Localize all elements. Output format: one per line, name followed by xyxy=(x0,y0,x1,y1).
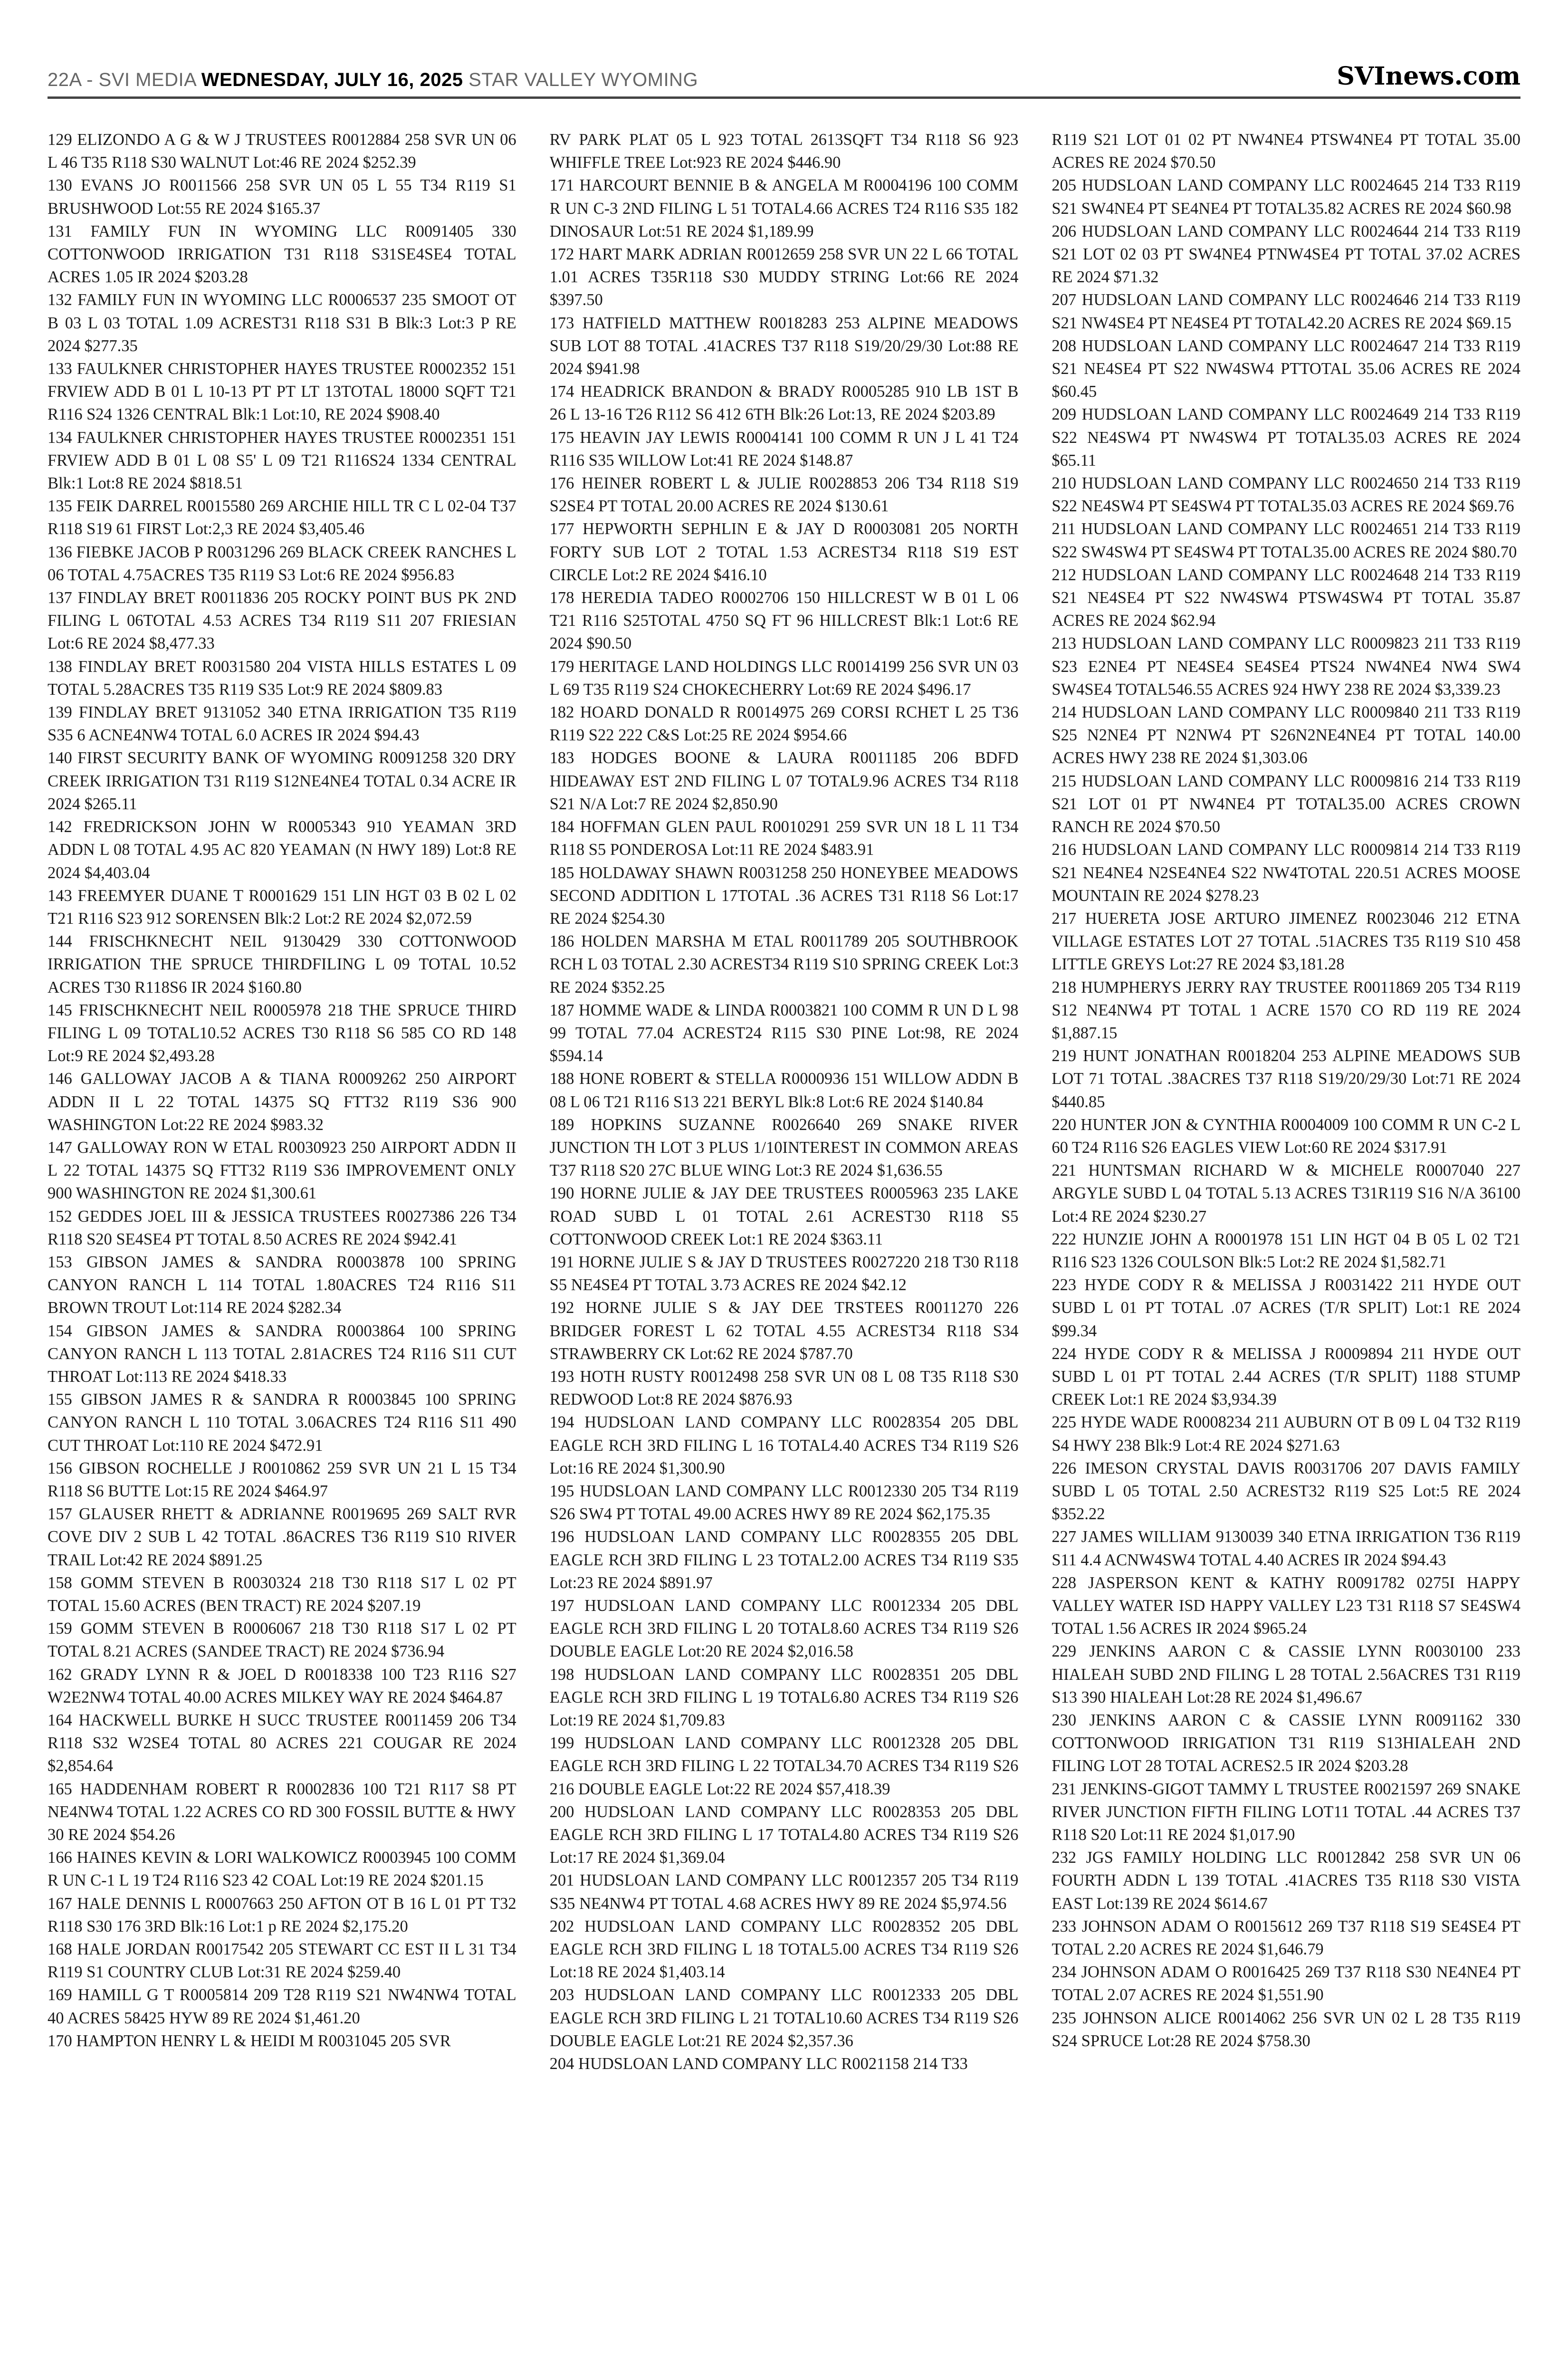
tax-listing-entry: 130 EVANS JO R0011566 258 SVR UN 05 L 55 T34 R119 S1 BRUSHWOOD Lot:55 RE 2024 $165.37 xyxy=(48,176,516,218)
header-info xyxy=(48,69,698,91)
tax-listing-entry: 221 HUNTSMAN RICHARD W & MICHELE R0007040 227 ARGYLE SUBD L 04 TOTAL 5.13 ACRES T31R119 S16 N/A 36100 Lot:4 RE 2024 $230.27 xyxy=(1052,1161,1520,1226)
tax-listing-entry: 235 JOHNSON ALICE R0014062 256 SVR UN 02 L 28 T35 R119 S24 SPRUCE Lot:28 RE 2024 $758.30 xyxy=(1052,2009,1520,2050)
tax-listing-entry: 234 JOHNSON ADAM O R0016425 269 T37 R118 S30 NE4NE4 PT TOTAL 2.07 ACRES RE 2024 $1,551.90 xyxy=(1052,1963,1520,2004)
tax-listing-entry: 188 HONE ROBERT & STELLA R0000936 151 WILLOW ADDN B 08 L 06 T21 R116 S13 221 BERYL Blk:8 Lot:6 RE 2024 $140.84 xyxy=(549,1070,1019,1111)
tax-listing-entry: 207 HUDSLOAN LAND COMPANY LLC R0024646 214 T33 R119 S21 NW4SE4 PT NE4SE4 PT TOTAL42.20 ACRES RE 2024 $69.15 xyxy=(1052,291,1520,332)
tax-listing-entry: 176 HEINER ROBERT L & JULIE R0028853 206 T34 R118 S19 S2SE4 PT TOTAL 20.00 ACRES RE 2024 $130.61 xyxy=(549,474,1019,516)
tax-listing-entry: 224 HYDE CODY R & MELISSA J R0009894 211 HYDE OUT SUBD L 01 PT TOTAL 2.44 ACRES (T/R SPLIT) 1188 STUMP CREEK Lot:1 RE 2024 $3,934.39 xyxy=(1052,1344,1520,1409)
tax-listing-entry: 187 HOMME WADE & LINDA R0003821 100 COMM R UN D L 98 99 TOTAL 77.04 ACREST24 R115 S30 PINE Lot:98, RE 2024 $594.14 xyxy=(549,1001,1019,1065)
legal-notice-columns xyxy=(48,128,1520,2376)
tax-listing-entry: 220 HUNTER JON & CYNTHIA R0004009 100 COMM R UN C-2 L 60 T24 R116 S26 EAGLES VIEW Lot:60 RE 2024 $317.91 xyxy=(1052,1115,1520,1157)
tax-listing-entry: 192 HORNE JULIE S & JAY DEE TRSTEES R0011270 226 BRIDGER FOREST L 62 TOTAL 4.55 ACREST34 R118 S34 STRAWBERRY CK Lot:62 RE 2024 $787.70 xyxy=(549,1299,1019,1363)
tax-listing-entry: 223 HYDE CODY R & MELISSA J R0031422 211 HYDE OUT SUBD L 01 PT TOTAL .07 ACRES (T/R SPLIT) Lot:1 RE 2024 $99.34 xyxy=(1052,1276,1520,1340)
site-name: SVInews.com xyxy=(1337,62,1520,91)
tax-listing-entry: 208 HUDSLOAN LAND COMPANY LLC R0024647 214 T33 R119 S21 NE4SE4 PT S22 NW4SW4 PTTOTAL 35.06 ACRES RE 2024 $60.45 xyxy=(1052,336,1520,401)
tax-listing-entry: 195 HUDSLOAN LAND COMPANY LLC R0012330 205 T34 R119 S26 SW4 PT TOTAL 49.00 ACRES HWY 89 RE 2024 $62,175.35 xyxy=(549,1482,1019,1523)
tax-listing-entry: 232 JGS FAMILY HOLDING LLC R0012842 258 SVR UN 06 FOURTH ADDN L 139 TOTAL .41ACRES T35 R118 S30 VISTA EAST Lot:139 RE 2024 $614.67 xyxy=(1052,1849,1520,1913)
tax-listing-entry: 194 HUDSLOAN LAND COMPANY LLC R0028354 205 DBL EAGLE RCH 3RD FILING L 16 TOTAL4.40 ACRES T34 R119 S26 Lot:16 RE 2024 $1,300.90 xyxy=(549,1413,1019,1477)
tax-listing-entry: 191 HORNE JULIE S & JAY D TRUSTEES R0027220 218 T30 R118 S5 NE4SE4 PT TOTAL 3.73 ACRES RE 2024 $42.12 xyxy=(549,1253,1019,1294)
page-label: 22A - SVI MEDIA xyxy=(48,69,201,90)
tax-listing-entry: 226 IMESON CRYSTAL DAVIS R0031706 207 DAVIS FAMILY SUBD L 05 TOTAL 2.50 ACREST32 R119 S25 Lot:5 RE 2024 $352.22 xyxy=(1052,1459,1520,1523)
tax-listing-entry: 204 HUDSLOAN LAND COMPANY LLC R0021158 214 T33 xyxy=(549,2055,968,2073)
tax-listing-entry: 155 GIBSON JAMES R & SANDRA R R0003845 100 SPRING CANYON RANCH L 110 TOTAL 3.06ACRES T24 R116 S11 490 CUT THROAT Lot:110 RE 2024 $472.91 xyxy=(48,1390,516,1455)
tax-listing-entry: 154 GIBSON JAMES & SANDRA R0003864 100 SPRING CANYON RANCH L 113 TOTAL 2.81ACRES T24 R116 S11 CUT THROAT Lot:113 RE 2024 $418.33 xyxy=(48,1322,516,1386)
tax-listing-entry: 200 HUDSLOAN LAND COMPANY LLC R0028353 205 DBL EAGLE RCH 3RD FILING L 17 TOTAL4.80 ACRES T34 R119 S26 Lot:17 RE 2024 $1,369.04 xyxy=(549,1802,1019,1867)
tax-listing-entry: 133 FAULKNER CHRISTOPHER HAYES TRUSTEE R0002352 151 FRVIEW ADD B 01 L 10-13 PT PT LT 13TOTAL 18000 SQFT T21 R116 S24 1326 CENTRAL Blk:1 Lot:10, RE 2024 $908.40 xyxy=(48,360,516,424)
tax-listing-entry: 135 FEIK DARREL R0015580 269 ARCHIE HILL TR C L 02-04 T37 R118 S19 61 FIRST Lot:2,3 RE 2024 $3,405.46 xyxy=(48,497,516,538)
tax-listing-entry: 205 HUDSLOAN LAND COMPANY LLC R0024645 214 T33 R119 S21 SW4NE4 PT SE4NE4 PT TOTAL35.82 ACRES RE 2024 $60.98 xyxy=(1052,176,1520,218)
publication-location: STAR VALLEY WYOMING xyxy=(463,69,698,90)
tax-listing-entry: 233 JOHNSON ADAM O R0015612 269 T37 R118 S19 SE4SE4 PT TOTAL 2.20 ACRES RE 2024 $1,646.79 xyxy=(1052,1917,1520,1959)
tax-listing-entry: 214 HUDSLOAN LAND COMPANY LLC R0009840 211 T33 R119 S25 N2NE4 PT N2NW4 PT S26N2NE4NE4 PT TOTAL 140.00 ACRES HWY 238 RE 2024 $1,303.06 xyxy=(1052,703,1520,767)
tax-listing-entry: 153 GIBSON JAMES & SANDRA R0003878 100 SPRING CANYON RANCH L 114 TOTAL 1.80ACRES T24 R116 S11 BROWN TROUT Lot:114 RE 2024 $282.34 xyxy=(48,1253,516,1317)
tax-listing-entry: 186 HOLDEN MARSHA M ETAL R0011789 205 SOUTHBROOK RCH L 03 TOTAL 2.30 ACREST34 R119 S10 SPRING CREEK Lot:3 RE 2024 $352.25 xyxy=(549,932,1019,996)
column-1 xyxy=(48,128,516,2376)
tax-listing-entry: 190 HORNE JULIE & JAY DEE TRUSTEES R0005963 235 LAKE ROAD SUBD L 01 TOTAL 2.61 ACREST30 R118 S5 COTTONWOOD CREEK Lot:1 RE 2024 $363.11 xyxy=(549,1184,1019,1248)
tax-listing-entry: 210 HUDSLOAN LAND COMPANY LLC R0024650 214 T33 R119 S22 NE4SW4 PT SE4SW4 PT TOTAL35.03 ACRES RE 2024 $69.76 xyxy=(1052,474,1520,516)
tax-listing-entry: 227 JAMES WILLIAM 9130039 340 ETNA IRRIGATION T36 R119 S11 4.4 ACNW4SW4 TOTAL 4.40 ACRES IR 2024 $94.43 xyxy=(1052,1528,1520,1569)
tax-listing-entry: 177 HEPWORTH SEPHLIN E & JAY D R0003081 205 NORTH FORTY SUB LOT 2 TOTAL 1.53 ACREST34 R118 S19 EST CIRCLE Lot:2 RE 2024 $416.10 xyxy=(549,520,1019,584)
tax-listing-entry: 170 HAMPTON HENRY L & HEIDI M R0031045 205 SVR xyxy=(48,2031,451,2050)
tax-listing-entry: 146 GALLOWAY JACOB A & TIANA R0009262 250 AIRPORT ADDN II L 22 TOTAL 14375 SQ FTT32 R119 S36 900 WASHINGTON Lot:22 RE 2024 $983.32 xyxy=(48,1070,516,1134)
tax-listing-entry: 189 HOPKINS SUZANNE R0026640 269 SNAKE RIVER JUNCTION TH LOT 3 PLUS 1/10INTEREST IN COMMON AREAS T37 R118 S20 27C BLUE WING Lot:3 RE 2024 $1,636.55 xyxy=(549,1115,1019,1180)
tax-listing-entry: 144 FRISCHKNECHT NEIL 9130429 330 COTTONWOOD IRRIGATION THE SPRUCE THIRDFILING L 09 TOTAL 10.52 ACRES T30 R118S6 IR 2024 $160.80 xyxy=(48,932,516,996)
column-2 xyxy=(550,128,1019,2376)
tax-listing-entry: 165 HADDENHAM ROBERT R R0002836 100 T21 R117 S8 PT NE4NW4 TOTAL 1.22 ACRES CO RD 300 FOSSIL BUTTE & HWY 30 RE 2024 $54.26 xyxy=(48,1780,516,1844)
tax-listing-entry: 157 GLAUSER RHETT & ADRIANNE R0019695 269 SALT RVR COVE DIV 2 SUB L 42 TOTAL .86ACRES T36 R119 S10 RIVER TRAIL Lot:42 RE 2024 $891.25 xyxy=(48,1505,516,1569)
tax-listing-entry: 178 HEREDIA TADEO R0002706 150 HILLCREST W B 01 L 06 T21 R116 S25TOTAL 4750 SQ FT 96 HILLCREST Blk:1 Lot:6 RE 2024 $90.50 xyxy=(549,589,1019,653)
tax-listing-entry: 201 HUDSLOAN LAND COMPANY LLC R0012357 205 T34 R119 S35 NE4NW4 PT TOTAL 4.68 ACRES HWY 89 RE 2024 $5,974.56 xyxy=(549,1871,1019,1913)
tax-listing-entry: 230 JENKINS AARON C & CASSIE LYNN R0091162 330 COTTONWOOD IRRIGATION T31 R119 S13HIALEAH 2ND FILING LOT 28 TOTAL ACRES2.5 IR 2024 $203.28 xyxy=(1052,1711,1520,1775)
tax-listing-entry: 203 HUDSLOAN LAND COMPANY LLC R0012333 205 DBL EAGLE RCH 3RD FILING L 21 TOTAL10.60 ACRES T34 R119 S26 DOUBLE EAGLE Lot:21 RE 2024 $2,357.36 xyxy=(549,1986,1019,2050)
tax-listing-entry: 184 HOFFMAN GLEN PAUL R0010291 259 SVR UN 18 L 11 T34 R118 S5 PONDEROSA Lot:11 RE 2024 $483.91 xyxy=(549,818,1019,859)
tax-listing-entry: 152 GEDDES JOEL III & JESSICA TRUSTEES R0027386 226 T34 R118 S20 SE4SE4 PT TOTAL 8.50 ACRES RE 2024 $942.41 xyxy=(48,1207,516,1248)
tax-listing-entry: 218 HUMPHERYS JERRY RAY TRUSTEE R0011869 205 T34 R119 S12 NE4NW4 PT TOTAL 1 ACRE 1570 CO RD 119 RE 2024 $1,887.15 xyxy=(1052,978,1520,1042)
tax-listing-entry: 168 HALE JORDAN R0017542 205 STEWART CC EST II L 31 T34 R119 S1 COUNTRY CLUB Lot:31 RE 2024 $259.40 xyxy=(48,1940,516,1982)
tax-listing-entry: 172 HART MARK ADRIAN R0012659 258 SVR UN 22 L 66 TOTAL 1.01 ACRES T35R118 S30 MUDDY STRING Lot:66 RE 2024 $397.50 xyxy=(549,245,1019,309)
tax-listing-entry: 228 JASPERSON KENT & KATHY R0091782 0275I HAPPY VALLEY WATER ISD HAPPY VALLEY L23 T31 R118 S7 SE4SW4 TOTAL 1.56 ACRES IR 2024 $965.24 xyxy=(1052,1573,1520,1638)
tax-listing-entry: 182 HOARD DONALD R R0014975 269 CORSI RCHET L 25 T36 R119 S22 222 C&S Lot:25 RE 2024 $954.66 xyxy=(549,703,1019,745)
tax-listing-entry: RV PARK PLAT 05 L 923 TOTAL 2613SQFT T34 R118 S6 923 WHIFFLE TREE Lot:923 RE 2024 $446.90 xyxy=(549,131,1019,172)
tax-listing-entry: 185 HOLDAWAY SHAWN R0031258 250 HONEYBEE MEADOWS SECOND ADDITION L 17TOTAL .36 ACRES T31 R118 S6 Lot:17 RE 2024 $254.30 xyxy=(549,863,1019,928)
tax-listing-entry: 140 FIRST SECURITY BANK OF WYOMING R0091258 320 DRY CREEK IRRIGATION T31 R119 S12NE4NE4 TOTAL 0.34 ACRE IR 2024 $265.11 xyxy=(48,749,516,813)
tax-listing-entry: 136 FIEBKE JACOB P R0031296 269 BLACK CREEK RANCHES L 06 TOTAL 4.75ACRES T35 R119 S3 Lot:6 RE 2024 $956.83 xyxy=(48,543,516,584)
tax-listing-entry: 229 JENKINS AARON C & CASSIE LYNN R0030100 233 HIALEAH SUBD 2ND FILING L 28 TOTAL 2.56ACRES T31 R119 S13 390 HIALEAH Lot:28 RE 2024 $1,496.67 xyxy=(1052,1642,1520,1706)
tax-listing-entry: 131 FAMILY FUN IN WYOMING LLC R0091405 330 COTTONWOOD IRRIGATION T31 R118 S31SE4SE4 TOTAL ACRES 1.05 IR 2024 $203.28 xyxy=(48,222,516,287)
tax-listing-entry: 142 FREDRICKSON JOHN W R0005343 910 YEAMAN 3RD ADDN L 08 TOTAL 4.95 AC 820 YEAMAN (N HWY 189) Lot:8 RE 2024 $4,403.04 xyxy=(48,818,516,882)
tax-listing-entry: 174 HEADRICK BRANDON & BRADY R0005285 910 LB 1ST B 26 L 13-16 T26 R112 S6 412 6TH Blk:26 Lot:13, RE 2024 $203.89 xyxy=(549,383,1019,424)
tax-listing-entry: 197 HUDSLOAN LAND COMPANY LLC R0012334 205 DBL EAGLE RCH 3RD FILING L 20 TOTAL8.60 ACRES T34 R119 S26 DOUBLE EAGLE Lot:20 RE 2024 $2,016.58 xyxy=(549,1597,1019,1661)
tax-listing-entry: 231 JENKINS-GIGOT TAMMY L TRUSTEE R0021597 269 SNAKE RIVER JUNCTION FIFTH FILING LOT11 TOTAL .44 ACRES T37 R118 S20 Lot:11 RE 2024 $1,017.90 xyxy=(1052,1780,1520,1844)
tax-listing-entry: 193 HOTH RUSTY R0012498 258 SVR UN 08 L 08 T35 R118 S30 REDWOOD Lot:8 RE 2024 $876.93 xyxy=(549,1367,1019,1409)
tax-listing-entry: 212 HUDSLOAN LAND COMPANY LLC R0024648 214 T33 R119 S21 NE4SE4 PT S22 NW4SW4 PTSW4SW4 PT TOTAL 35.87 ACRES RE 2024 $62.94 xyxy=(1052,565,1520,630)
tax-listing-entry: 167 HALE DENNIS L R0007663 250 AFTON OT B 16 L 01 PT T32 R118 S30 176 3RD Blk:16 Lot:1 p RE 2024 $2,175.20 xyxy=(48,1894,516,1935)
tax-listing-entry: 211 HUDSLOAN LAND COMPANY LLC R0024651 214 T33 R119 S22 SW4SW4 PT SE4SW4 PT TOTAL35.00 ACRES RE 2024 $80.70 xyxy=(1052,520,1520,561)
tax-listing-entry: 159 GOMM STEVEN B R0006067 218 T30 R118 S17 L 02 PT TOTAL 8.21 ACRES (SANDEE TRACT) RE 2024 $736.94 xyxy=(48,1619,516,1661)
tax-listing-entry: 196 HUDSLOAN LAND COMPANY LLC R0028355 205 DBL EAGLE RCH 3RD FILING L 23 TOTAL2.00 ACRES T34 R119 S35 Lot:23 RE 2024 $891.97 xyxy=(549,1528,1019,1592)
tax-listing-entry: 169 HAMILL G T R0005814 209 T28 R119 S21 NW4NW4 TOTAL 40 ACRES 58425 HYW 89 RE 2024 $1,461.20 xyxy=(48,1986,516,2027)
tax-listing-entry: 143 FREEMYER DUANE T R0001629 151 LIN HGT 03 B 02 L 02 T21 R116 S23 912 SORENSEN Blk:2 Lot:2 RE 2024 $2,072.59 xyxy=(48,886,516,928)
issue-date: WEDNESDAY, JULY 16, 2025 xyxy=(201,69,463,90)
tax-listing-entry: 156 GIBSON ROCHELLE J R0010862 259 SVR UN 21 L 15 T34 R118 S6 BUTTE Lot:15 RE 2024 $464.97 xyxy=(48,1459,516,1500)
tax-listing-entry: 209 HUDSLOAN LAND COMPANY LLC R0024649 214 T33 R119 S22 NE4SW4 PT NW4SW4 PT TOTAL35.03 ACRES RE 2024 $65.11 xyxy=(1052,405,1520,469)
tax-listing-entry: 139 FINDLAY BRET 9131052 340 ETNA IRRIGATION T35 R119 S35 6 ACNE4NW4 TOTAL 6.0 ACRES IR 2024 $94.43 xyxy=(48,703,516,745)
tax-listing-entry: 175 HEAVIN JAY LEWIS R0004141 100 COMM R UN J L 41 T24 R116 S35 WILLOW Lot:41 RE 2024 $148.87 xyxy=(549,428,1019,469)
tax-listing-entry: 129 ELIZONDO A G & W J TRUSTEES R0012884 258 SVR UN 06 L 46 T35 R118 S30 WALNUT Lot:46 RE 2024 $252.39 xyxy=(48,131,516,172)
tax-listing-entry: 216 HUDSLOAN LAND COMPANY LLC R0009814 214 T33 R119 S21 NE4NE4 N2SE4NE4 S22 NW4TOTAL 220.51 ACRES MOOSE MOUNTAIN RE 2024 $278.23 xyxy=(1052,841,1520,905)
column-3 xyxy=(1052,128,1520,2376)
tax-listing-entry: 158 GOMM STEVEN B R0030324 218 T30 R118 S17 L 02 PT TOTAL 15.60 ACRES (BEN TRACT) RE 2024 $207.19 xyxy=(48,1573,516,1615)
page-header xyxy=(48,62,1520,99)
tax-listing-entry: 202 HUDSLOAN LAND COMPANY LLC R0028352 205 DBL EAGLE RCH 3RD FILING L 18 TOTAL5.00 ACRES T34 R119 S26 Lot:18 RE 2024 $1,403.14 xyxy=(549,1917,1019,1982)
tax-listing-entry: 147 GALLOWAY RON W ETAL R0030923 250 AIRPORT ADDN II L 22 TOTAL 14375 SQ FTT32 R119 S36 IMPROVEMENT ONLY 900 WASHINGTON RE 2024 $1,300.61 xyxy=(48,1138,516,1203)
tax-listing-entry: 225 HYDE WADE R0008234 211 AUBURN OT B 09 L 04 T32 R119 S4 HWY 238 Blk:9 Lot:4 RE 2024 $271.63 xyxy=(1052,1413,1520,1455)
tax-listing-entry: 217 HUERETA JOSE ARTURO JIMENEZ R0023046 212 ETNA VILLAGE ESTATES LOT 27 TOTAL .51ACRES T35 R119 S10 458 LITTLE GREYS Lot:27 RE 2024 $3,181.28 xyxy=(1052,909,1520,974)
tax-listing-entry: 138 FINDLAY BRET R0031580 204 VISTA HILLS ESTATES L 09 TOTAL 5.28ACRES T35 R119 S35 Lot:9 RE 2024 $809.83 xyxy=(48,657,516,699)
tax-listing-entry: 145 FRISCHKNECHT NEIL R0005978 218 THE SPRUCE THIRD FILING L 09 TOTAL10.52 ACRES T30 R118 S6 585 CO RD 148 Lot:9 RE 2024 $2,493.28 xyxy=(48,1001,516,1065)
tax-listing-entry: 179 HERITAGE LAND HOLDINGS LLC R0014199 256 SVR UN 03 L 69 T35 R119 S24 CHOKECHERRY Lot:69 RE 2024 $496.17 xyxy=(549,657,1019,699)
tax-listing-entry: 166 HAINES KEVIN & LORI WALKOWICZ R0003945 100 COMM R UN C-1 L 19 T24 R116 S23 42 COAL Lot:19 RE 2024 $201.15 xyxy=(48,1849,516,1890)
tax-listing-entry: 219 HUNT JONATHAN R0018204 253 ALPINE MEADOWS SUB LOT 71 TOTAL .38ACRES T37 R118 S19/20/29/30 Lot:71 RE 2024 $440.85 xyxy=(1052,1047,1520,1111)
tax-listing-entry: 215 HUDSLOAN LAND COMPANY LLC R0009816 214 T33 R119 S21 LOT 01 PT NW4NE4 PT TOTAL35.00 ACRES CROWN RANCH RE 2024 $70.50 xyxy=(1052,772,1520,836)
tax-listing-entry: 137 FINDLAY BRET R0011836 205 ROCKY POINT BUS PK 2ND FILING L 06TOTAL 4.53 ACRES T34 R119 S11 207 FRIESIAN Lot:6 RE 2024 $8,477.33 xyxy=(48,589,516,653)
tax-listing-entry: 222 HUNZIE JOHN A R0001978 151 LIN HGT 04 B 05 L 02 T21 R116 S23 1326 COULSON Blk:5 Lot:2 RE 2024 $1,582.71 xyxy=(1052,1230,1520,1271)
tax-listing-entry: 162 GRADY LYNN R & JOEL D R0018338 100 T23 R116 S27 W2E2NW4 TOTAL 40.00 ACRES MILKEY WAY RE 2024 $464.87 xyxy=(48,1665,516,1706)
tax-listing-entry: 206 HUDSLOAN LAND COMPANY LLC R0024644 214 T33 R119 S21 LOT 02 03 PT SW4NE4 PTNW4SE4 PT TOTAL 37.02 ACRES RE 2024 $71.32 xyxy=(1052,222,1520,287)
tax-listing-entry: 183 HODGES BOONE & LAURA R0011185 206 BDFD HIDEAWAY EST 2ND FILING L 07 TOTAL9.96 ACRES T34 R118 S21 N/A Lot:7 RE 2024 $2,850.90 xyxy=(549,749,1019,813)
tax-listing-entry: 213 HUDSLOAN LAND COMPANY LLC R0009823 211 T33 R119 S23 E2NE4 PT NE4SE4 SE4SE4 PTS24 NW4NE4 NW4 SW4 SW4SE4 TOTAL546.55 ACRES 924 HWY 238 RE 2024 $3,339.23 xyxy=(1052,634,1520,699)
tax-listing-entry: 173 HATFIELD MATTHEW R0018283 253 ALPINE MEADOWS SUB LOT 88 TOTAL .41ACRES T37 R118 S19/20/29/30 Lot:88 RE 2024 $941.98 xyxy=(549,314,1019,378)
tax-listing-entry: 164 HACKWELL BURKE H SUCC TRUSTEE R0011459 206 T34 R118 S32 W2SE4 TOTAL 80 ACRES 221 COUGAR RE 2024 $2,854.64 xyxy=(48,1711,516,1775)
tax-listing-entry: 171 HARCOURT BENNIE B & ANGELA M R0004196 100 COMM R UN C-3 2ND FILING L 51 TOTAL4.66 ACRES T24 R116 S35 182 DINOSAUR Lot:51 RE 2024 $1,189.99 xyxy=(549,176,1019,240)
tax-listing-entry: 134 FAULKNER CHRISTOPHER HAYES TRUSTEE R0002351 151 FRVIEW ADD B 01 L 08 S5' L 09 T21 R116S24 1334 CENTRAL Blk:1 Lot:8 RE 2024 $818.51 xyxy=(48,428,516,493)
tax-listing-entry: 198 HUDSLOAN LAND COMPANY LLC R0028351 205 DBL EAGLE RCH 3RD FILING L 19 TOTAL6.80 ACRES T34 R119 S26 Lot:19 RE 2024 $1,709.83 xyxy=(549,1665,1019,1730)
tax-listing-entry: 132 FAMILY FUN IN WYOMING LLC R0006537 235 SMOOT OT B 03 L 03 TOTAL 1.09 ACREST31 R118 S31 B Blk:3 Lot:3 P RE 2024 $277.35 xyxy=(48,291,516,355)
tax-listing-entry: 199 HUDSLOAN LAND COMPANY LLC R0012328 205 DBL EAGLE RCH 3RD FILING L 22 TOTAL34.70 ACRES T34 R119 S26 216 DOUBLE EAGLE Lot:22 RE 2024 $57,418.39 xyxy=(549,1734,1019,1798)
tax-listing-entry: R119 S21 LOT 01 02 PT NW4NE4 PTSW4NE4 PT TOTAL 35.00 ACRES RE 2024 $70.50 xyxy=(1052,131,1520,172)
